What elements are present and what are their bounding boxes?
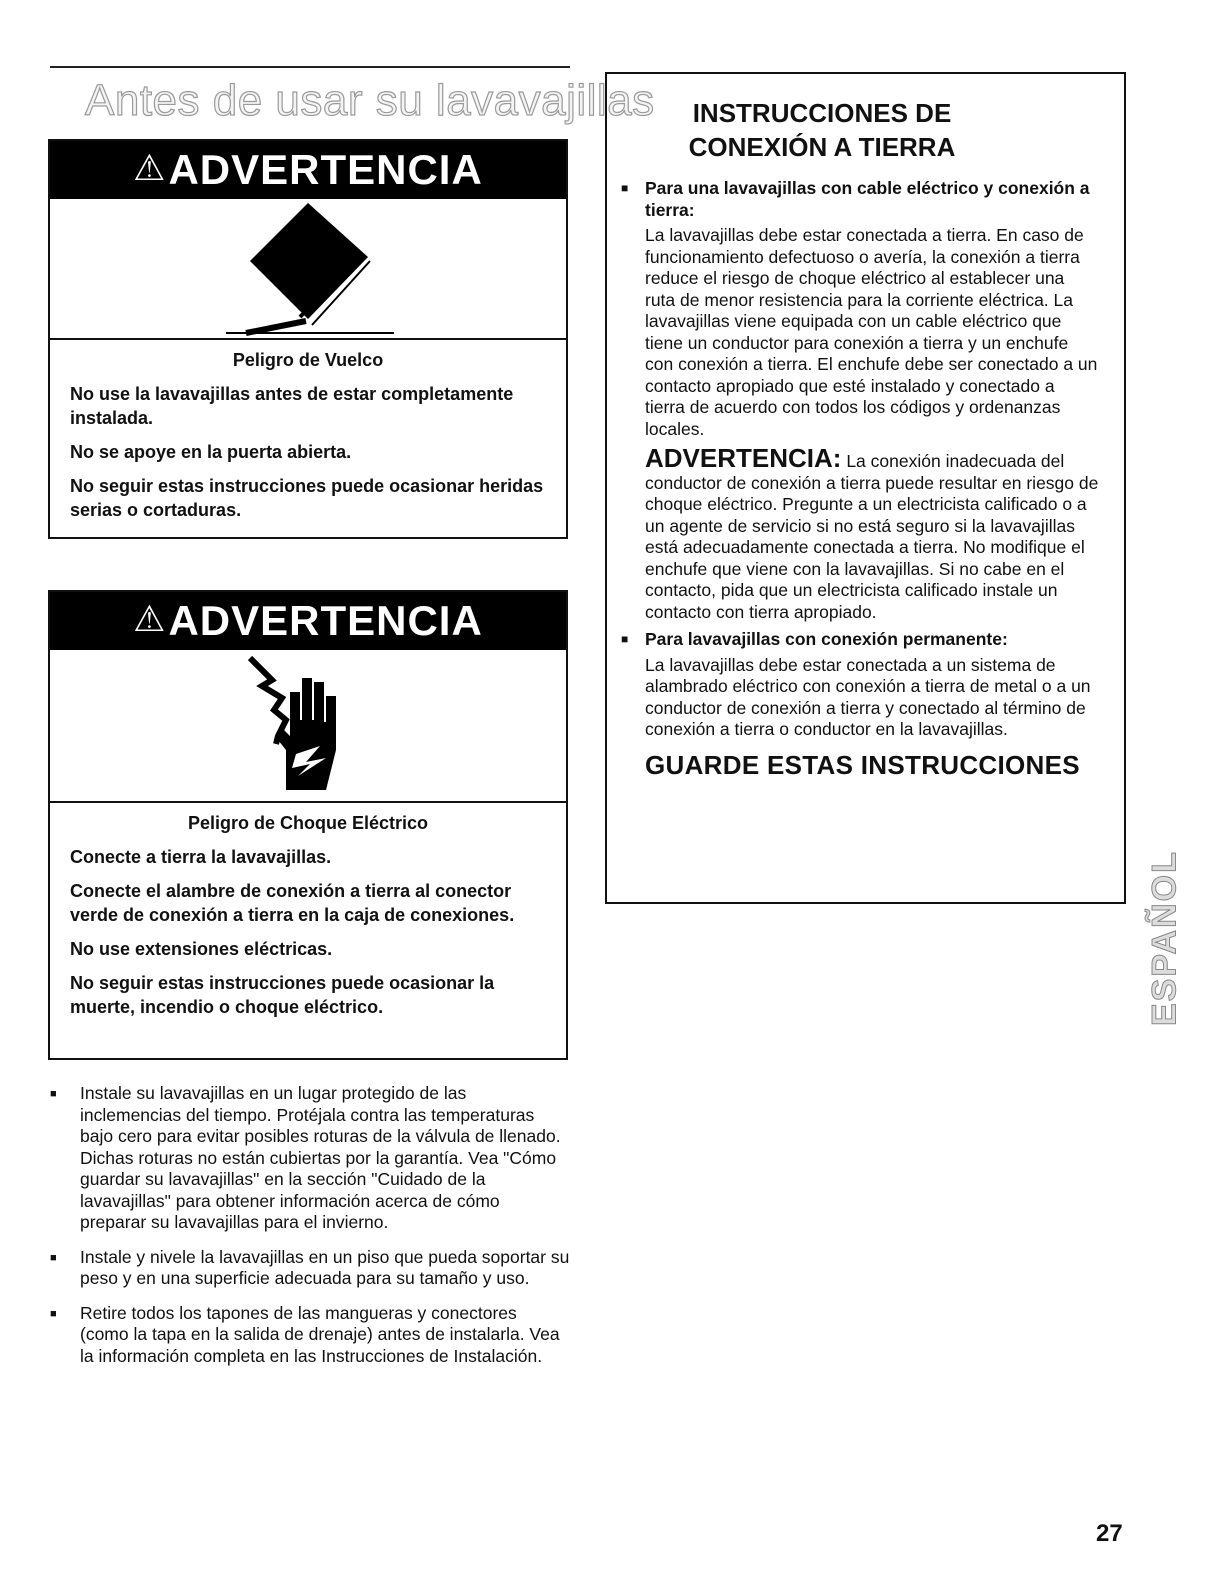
bullet-paragraph: La lavavajillas debe estar conectada a tierra. En caso de funcionamiento defectuoso o avería, la conexión a tierra reduce el riesgo de choque eléctrico al establecer una ruta de menor resistencia para la corriente eléctrica. La lavavajillas viene equipada con un cable eléctrico que tiene un conductor para conexión a tierra y un enchufe con conexión a tierra. El enchufe debe ser conectado a un contacto apropiado que esté instalado y conectado a tierra de acuerdo con todos los códigos y ordenanzas locales. [645, 225, 1098, 439]
top-rule [50, 66, 570, 68]
warning-box-electric-shock [48, 590, 568, 1060]
tip-over-pictogram [50, 199, 566, 340]
electric-shock-pictogram [50, 650, 566, 803]
installation-notes-list [50, 1083, 570, 1380]
list-item: ■ Retire todos los tapones de las mangueras y conectores (como la tapa en la salida de drenaje) antes de instalarla. Vea la información completa en las Instrucciones de Instalación. [50, 1303, 570, 1368]
warning-triangle-icon: ⚠ [133, 147, 167, 188]
warning-line: No seguir estas instrucciones puede ocasionar heridas serias o cortaduras. [70, 476, 544, 520]
warning-box-tip-over [48, 139, 568, 539]
danger-title: Peligro de Vuelco [232, 350, 384, 370]
language-side-tab: ESPAÑOL [1145, 850, 1184, 1026]
advertencia-paragraph [621, 443, 1099, 623]
grounding-title-line2: CONEXIÓN A TIERRA [688, 132, 956, 162]
list-item: ■ Instale y nivele la lavavajillas en un piso que pueda soportar su peso y en una superficie adecuada para su tamaño y uso. [50, 1247, 570, 1290]
save-instructions-heading: GUARDE ESTAS INSTRUCCIONES [645, 749, 1080, 780]
warning-body [50, 803, 566, 1019]
grounding-content [621, 178, 1099, 780]
danger-title: Peligro de Choque Eléctrico [187, 813, 429, 833]
warning-line: No se apoye en la puerta abierta. [70, 442, 352, 462]
grounding-instructions-box [605, 72, 1126, 904]
warning-line: Conecte a tierra la lavavajillas. [70, 847, 332, 867]
warning-triangle-icon: ⚠ [133, 598, 167, 639]
warning-line: Conecte el alambre de conexión a tierra al conector verde de conexión a tierra en la caja de conexiones. [70, 881, 515, 925]
advertencia-label: ADVERTENCIA: [645, 443, 842, 473]
tip-over-icon [50, 199, 566, 338]
electric-shock-icon [50, 650, 566, 801]
list-item: ■ Instale su lavavajillas en un lugar protegido de las inclemencias del tiempo. Protéjala contra las temperaturas bajo cero para evitar posibles roturas de la válvula de llenado. Dichas roturas no están cubiertas por la garantía. Vea "Cómo guardar su lavavajillas" en la sección "Cuidado de la lavavajillas" para obtener información acerca de cómo preparar su lavavajillas para el invierno. [50, 1083, 570, 1234]
warning-line: No use la lavavajillas antes de estar completamente instalada. [70, 384, 514, 428]
warning-line: No seguir estas instrucciones puede ocasionar la muerte, incendio o choque eléctrico. [70, 973, 495, 1017]
bullet-heading: ■ Para lavavajillas con conexión permanente: [621, 629, 1099, 651]
warning-header: ⚠ ADVERTENCIA [50, 592, 566, 650]
warning-body [50, 340, 566, 522]
warning-line: No use extensiones eléctricas. [70, 939, 333, 959]
grounding-title-line1: INSTRUCCIONES DE [692, 98, 952, 128]
section-title: Antes de usar su lavavajillas [85, 76, 655, 125]
advertencia-text: La conexión inadecuada del conductor de conexión a tierra puede resultar en riesgo de choque eléctrico. Pregunte a un electricista calificado o a un agente de servicio si no está seguro si la lavavajillas está adecuadamente conectada a tierra. No modifique el enchufe que viene con la lavavajillas. Si no cabe en el contacto, pida que un electricista calificado instale un contacto con tierra apropiado. [645, 451, 1099, 622]
bullet-heading: ■ Para una lavavajillas con cable eléctrico y conexión a tierra: [621, 178, 1099, 221]
grounding-title [607, 96, 1037, 164]
warning-header: ⚠ ADVERTENCIA [50, 141, 566, 199]
page-number: 27 [1096, 1520, 1123, 1547]
bullet-paragraph: La lavavajillas debe estar conectada a un sistema de alambrado eléctrico con conexión a tierra de metal o a un conductor de conexión a tierra y conectado al término de conexión a tierra o conductor en la lavavajillas. [645, 654, 1091, 739]
